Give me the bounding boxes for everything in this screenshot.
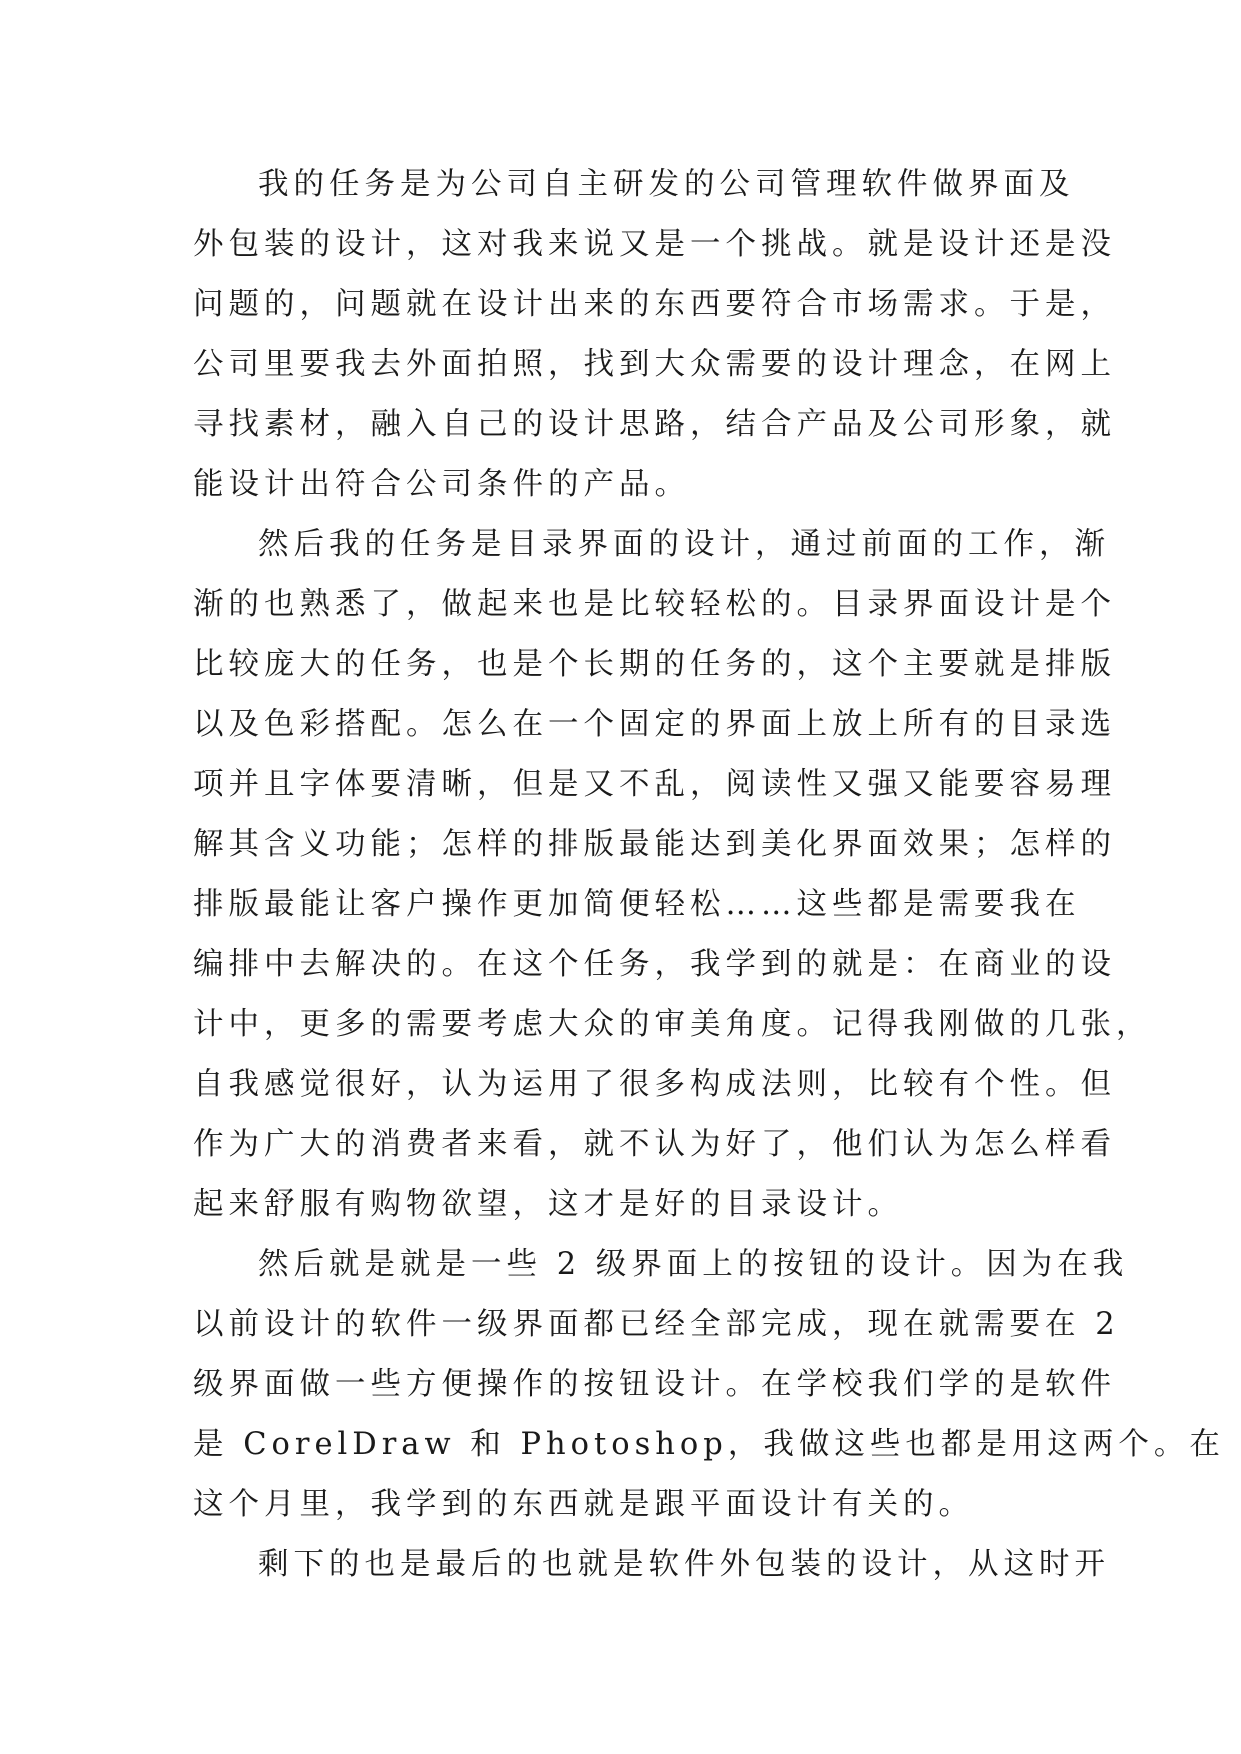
paragraph-3-line-3: 级界面做一些方便操作的按钮设计。在学校我们学的是软件 xyxy=(193,1367,1116,1402)
paragraph-2-line-7: 排版最能让客户操作更加简便轻松……这些都是需要我在 xyxy=(193,887,1081,922)
paragraph-2-line-3: 比较庞大的任务，也是个长期的任务的，这个主要就是排版 xyxy=(193,647,1116,682)
paragraph-2-line-9: 计中，更多的需要考虑大众的审美角度。记得我刚做的几张， xyxy=(193,1007,1152,1042)
paragraph-1-line-4: 公司里要我去外面拍照，找到大众需要的设计理念，在网上 xyxy=(193,347,1116,382)
paragraph-1-line-2: 外包装的设计，这对我来说又是一个挑战。就是设计还是没 xyxy=(193,227,1116,262)
paragraph-1-line-3: 问题的，问题就在设计出来的东西要符合市场需求。于是， xyxy=(193,287,1116,322)
paragraph-3-line-2: 以前设计的软件一级界面都已经全部完成，现在就需要在 2 xyxy=(193,1307,1120,1342)
document-body xyxy=(193,155,1225,1595)
paragraph-2-line-5: 项并且字体要清晰，但是又不乱，阅读性又强又能要容易理 xyxy=(193,767,1116,802)
paragraph-2-line-6: 解其含义功能；怎样的排版最能达到美化界面效果；怎样的 xyxy=(193,827,1116,862)
paragraph-2-line-1: 然后我的任务是目录界面的设计，通过前面的工作，渐 xyxy=(258,527,1110,562)
paragraph-1-line-6: 能设计出符合公司条件的产品。 xyxy=(193,467,690,502)
paragraph-1-line-1: 我的任务是为公司自主研发的公司管理软件做界面及 xyxy=(258,167,1075,202)
paragraph-2-line-2: 渐的也熟悉了，做起来也是比较轻松的。目录界面设计是个 xyxy=(193,587,1116,622)
paragraph-2-line-4: 以及色彩搭配。怎么在一个固定的界面上放上所有的目录选 xyxy=(193,707,1116,742)
paragraph-3-line-1: 然后就是就是一些 2 级界面上的按钮的设计。因为在我 xyxy=(258,1247,1129,1282)
paragraph-2-line-10: 自我感觉很好，认为运用了很多构成法则，比较有个性。但 xyxy=(193,1067,1116,1102)
paragraph-3-line-4: 是 CorelDraw 和 Photoshop，我做这些也都是用这两个。在 xyxy=(193,1427,1225,1462)
paragraph-2-line-11: 作为广大的消费者来看，就不认为好了，他们认为怎么样看 xyxy=(193,1127,1116,1162)
paragraph-2-line-8: 编排中去解决的。在这个任务，我学到的就是：在商业的设 xyxy=(193,947,1116,982)
paragraph-2-line-12: 起来舒服有购物欲望，这才是好的目录设计。 xyxy=(193,1187,903,1222)
paragraph-3-line-5: 这个月里，我学到的东西就是跟平面设计有关的。 xyxy=(193,1487,974,1522)
paragraph-4-line-1: 剩下的也是最后的也就是软件外包装的设计，从这时开 xyxy=(258,1547,1110,1582)
paragraph-1-line-5: 寻找素材，融入自己的设计思路，结合产品及公司形象，就 xyxy=(193,407,1116,442)
